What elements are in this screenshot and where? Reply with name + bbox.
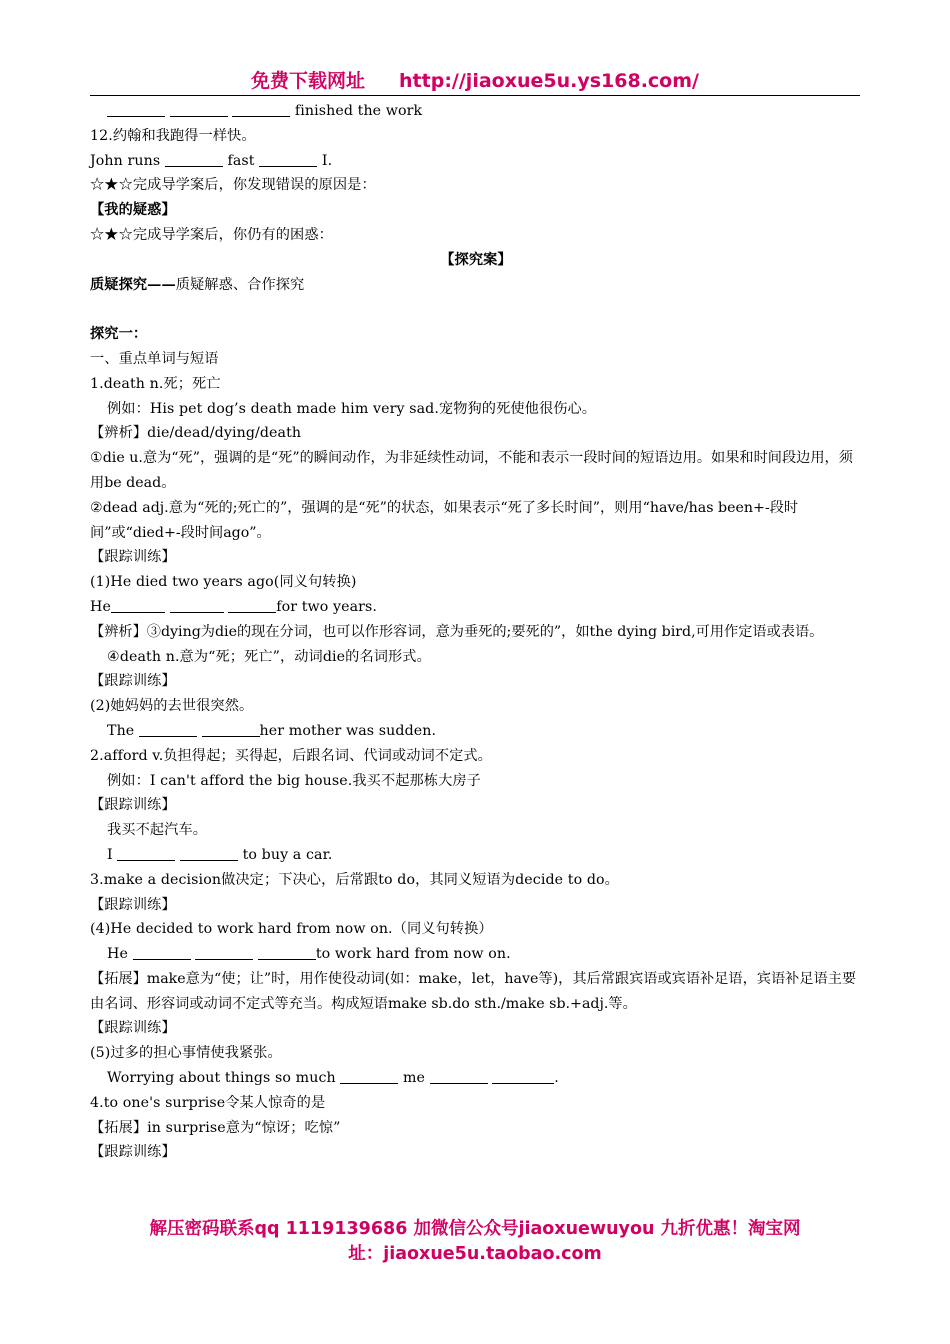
- line-text: I.: [321, 152, 333, 169]
- line-text: to buy a car.: [242, 846, 333, 863]
- blank: [232, 102, 290, 117]
- word-2-afford: 2.afford v.负担得起；买得起，后跟名词、代词或动词不定式。: [90, 747, 492, 764]
- blank: [111, 598, 165, 613]
- tracking-2-answer: [90, 719, 862, 744]
- word-1-point-1: [90, 446, 862, 496]
- tracking-5-question: (5)过多的担心事情使我紧张。: [90, 1045, 282, 1062]
- line-text: He: [90, 598, 111, 615]
- word-1-point-3: [90, 620, 862, 645]
- line-text: to work hard from now on.: [315, 946, 511, 963]
- header-site-url[interactable]: http://jiaoxue5u.ys168.com/: [399, 70, 699, 92]
- section-heading: 一、重点单词与短语: [90, 350, 219, 367]
- tracking-heading: 【跟踪训练】: [90, 1020, 176, 1037]
- blank: [180, 846, 238, 861]
- blank: [202, 722, 260, 737]
- blank: [170, 598, 224, 613]
- tracking-2-question: (2)她妈妈的去世很突然。: [90, 698, 254, 715]
- tracking-4-question: (4)He decided to work hard from now on.（同义句转换）: [90, 921, 493, 938]
- word-1-death: 1.death n.死；死亡: [90, 375, 221, 392]
- line-text: me: [402, 1070, 426, 1087]
- blank: [258, 945, 316, 960]
- line-text: The: [107, 722, 135, 739]
- explore-one-heading: 探究一：: [90, 326, 148, 343]
- para-text: 【辨析】③dying为die的现在分词，也可以作形容词，意为垂死的;要死的”，如the dying bird,可用作定语或表语。: [90, 623, 824, 640]
- line-text: .: [554, 1070, 559, 1087]
- blank: [117, 846, 175, 861]
- word-1-point-4: ④death n.意为“死；死亡”，动词die的名词形式。: [107, 648, 431, 665]
- blank: [139, 722, 197, 737]
- blank: [107, 102, 165, 117]
- word-3-decision: 3.make a decision做决定；下决心，后常跟to do，其同义短语为decide to do。: [90, 871, 619, 888]
- tracking-heading: 【跟踪训练】: [90, 673, 176, 690]
- tracking-heading: 【跟踪训练】: [90, 549, 176, 566]
- blank: [170, 102, 228, 117]
- question-12-line: [90, 149, 862, 174]
- tracking-4-answer: [90, 942, 862, 967]
- tracking-3-question: 我买不起汽车。: [107, 822, 208, 839]
- tracking-heading: 【跟踪训练】: [90, 1144, 176, 1161]
- blank: [195, 945, 253, 960]
- line-text: finished the work: [294, 103, 423, 119]
- word-4-extension: 【拓展】in surprise意为“惊讶；吃惊”: [90, 1119, 341, 1136]
- tracking-3-answer: [90, 843, 862, 868]
- word-1-point-2: [90, 496, 862, 546]
- header-rule: [90, 95, 860, 96]
- line-text: John runs: [90, 152, 161, 169]
- line-text: Worrying about things so much: [107, 1070, 336, 1087]
- spacer: [90, 297, 862, 322]
- reflection-1: ☆★☆完成导学案后，你发现错误的原因是：: [90, 177, 376, 194]
- question-12-title: 12.约翰和我跑得一样快。: [90, 127, 256, 144]
- footer-line-2[interactable]: 址：jiaoxue5u.taobao.com: [348, 1244, 602, 1264]
- tracking-heading: 【跟踪训练】: [90, 896, 176, 913]
- para-text: ①die u.意为“死”，强调的是“死”的瞬间动作，为非延续性动词，不能和表示一段时间的短语边用。如果和时间段边用，须用be dead。: [90, 450, 853, 491]
- inquiry-heading: 【探究案】: [440, 251, 512, 268]
- para-text: ②dead adj.意为“死的;死亡的”，强调的是“死”的状态，如果表示“死了多长时间”，则用“have/has been+-段时间”或“died+-段时间ago”。: [90, 499, 799, 541]
- line-text: fast: [227, 152, 255, 169]
- line-text: I: [107, 846, 113, 863]
- blank: [259, 152, 317, 167]
- header-banner: [90, 66, 860, 93]
- word-4-surprise: 4.to one's surprise令某人惊奇的是: [90, 1094, 326, 1111]
- answer-line-11: [90, 99, 862, 124]
- tracking-1-answer: [90, 595, 862, 620]
- word-1-analysis: 【辨析】die/dead/dying/death: [90, 425, 302, 442]
- word-3-extension: [90, 967, 862, 1017]
- blank: [228, 598, 276, 613]
- line-text: He: [107, 946, 128, 963]
- inquiry-sub-bold: 质疑探究——: [90, 276, 176, 293]
- inquiry-subheading: [90, 273, 862, 298]
- footer-line-1: 解压密码联系qq 1119139686 加微信公众号jiaoxuewuyou 九折优惠！淘宝网: [149, 1219, 801, 1239]
- blank: [430, 1069, 488, 1084]
- header-site-label: 免费下载网址: [251, 70, 366, 92]
- para-text: 【拓展】make意为“使；让”时，用作使役动词(如：make，let，have等)，其后常跟宾语或宾语补足语，宾语补足语主要由名词、形容词或动词不定式等充当。构成短语make sb.do sth./make sb.+adj.等。: [90, 970, 857, 1012]
- line-text: her mother was sudden.: [259, 722, 437, 739]
- document-body: [90, 99, 862, 1165]
- reflection-2: ☆★☆完成导学案后，你仍有的困惑：: [90, 226, 333, 243]
- blank: [133, 945, 191, 960]
- word-2-example: 例如：I can't afford the big house.我买不起那栋大房子: [107, 772, 481, 789]
- footer-banner: [90, 1217, 860, 1267]
- blank: [492, 1069, 554, 1084]
- blank: [165, 152, 223, 167]
- tracking-5-answer: [90, 1066, 862, 1091]
- tracking-1-question: (1)He died two years ago(同义句转换): [90, 574, 357, 591]
- blank: [340, 1069, 398, 1084]
- inquiry-sub-rest: 质疑解惑、合作探究: [175, 276, 305, 293]
- doubt-heading: 【我的疑惑】: [90, 202, 176, 219]
- line-text: for two years.: [276, 598, 378, 615]
- word-1-example: 例如：His pet dog’s death made him very sad.宠物狗的死使他很伤心。: [107, 400, 597, 417]
- tracking-heading: 【跟踪训练】: [90, 797, 176, 814]
